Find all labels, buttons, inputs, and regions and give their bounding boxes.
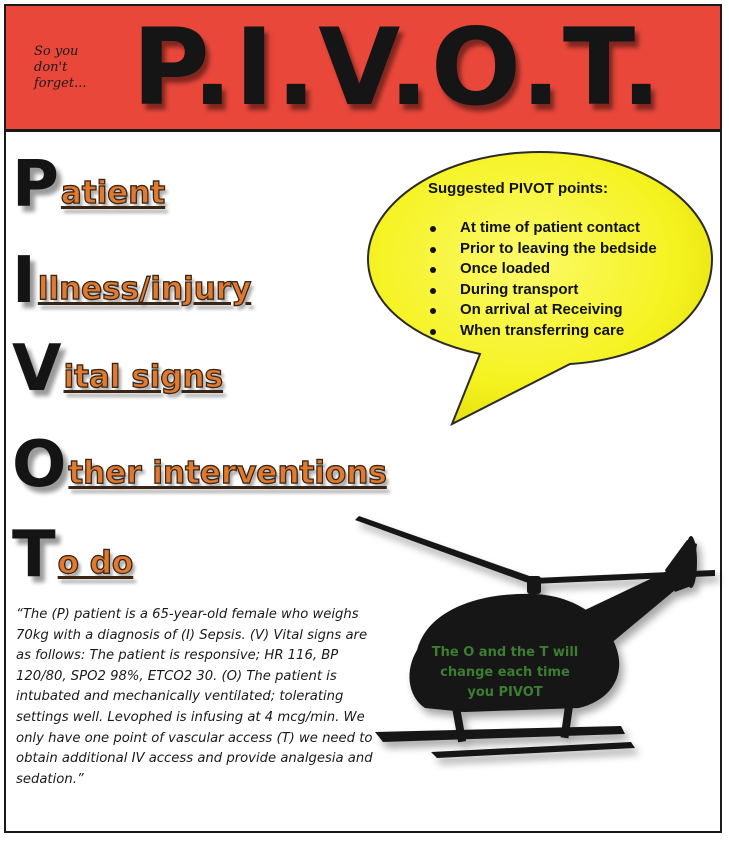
list-item: On arrival at Receiving	[426, 300, 657, 321]
list-item: During transport	[426, 280, 657, 301]
acronym-letter-i: I	[12, 244, 36, 318]
acronym-letter-v: V	[12, 332, 62, 406]
acronym-letter-t: T	[12, 518, 56, 592]
list-item: When transferring care	[426, 321, 657, 342]
list-item: At time of patient contact	[426, 218, 657, 239]
acronym-word-other-interventions: ther interventions	[68, 455, 387, 491]
bubble-heading: Suggested PIVOT points:	[428, 180, 609, 197]
acronym-row-i	[12, 244, 252, 318]
acronym-letter-p: P	[12, 148, 59, 222]
acronym-row-o	[12, 428, 387, 502]
tagline: So you don't forget...	[34, 44, 87, 91]
example-quote: “The (P) patient is a 65-year-old female who weighs 70kg with a diagnosis of (I) Sepsis. (V) Vital signs are as follows: The patient is responsive; HR 116, BP 120/80, SPO2 98%, ETCO2 30. (O) The patient is intubated and mechanically ventilated; tolerating settings well. Levophed is infusing at 4 mcg/min. We only have one point of vascular access (T) we need to obtain additional IV access and provide analgesia and sedation.”	[16, 607, 373, 787]
list-item: Once loaded	[426, 259, 657, 280]
acronym-row-t	[12, 518, 134, 592]
page-title: P.I.V.O.T.	[132, 6, 664, 129]
acronym-word-vital-signs: ital signs	[63, 359, 224, 395]
acronym-word-illness: llness/injury	[37, 271, 252, 307]
acronym-row-v	[12, 332, 224, 406]
acronym-letter-o: O	[12, 428, 67, 502]
acronym-word-patient: atient	[60, 175, 166, 211]
helicopter-note: The O and the T will change each time you PIVOT	[431, 645, 579, 700]
list-item: Prior to leaving the bedside	[426, 239, 657, 260]
acronym-row-p	[12, 148, 166, 222]
header-banner	[6, 6, 720, 132]
pivot-points-list	[426, 218, 657, 341]
acronym-word-to-do: o do	[57, 545, 134, 581]
